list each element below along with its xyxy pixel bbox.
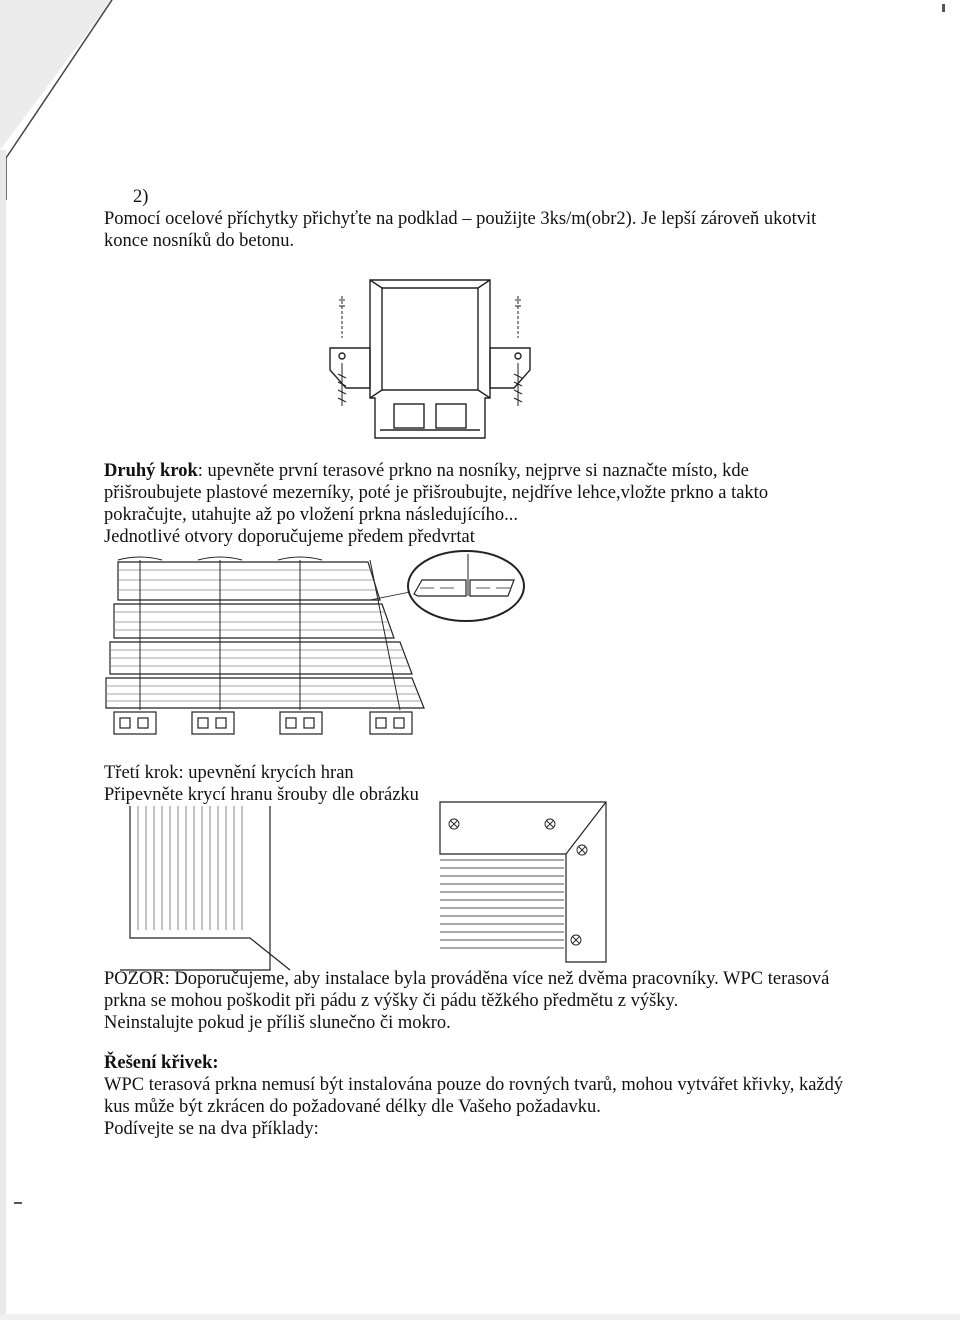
section2-line2: konce nosníků do betonu. [104,231,295,251]
board-grooves [138,806,242,930]
section2-line1: Pomocí ocelové příchytky přichyťte na podklad – použijte 3ks/m(obr2). Je lepší zároveň ukotvit [104,209,817,229]
warning-line2: prkna se mohou poškodit při pádu z výšky či pádu těžkého předmětu z výšky. [104,991,679,1011]
scan-speck [942,4,945,12]
curves-heading-text: Řešení křivek: [104,1053,219,1073]
steel-clip-left [330,348,370,388]
step2-line1-text: : upevněte první terasové prkno na nosníky, nejprve si naznačte místo, kde [197,461,749,481]
step2-line2: přišroubujete plastové mezerníky, poté je přišroubujte, nejdříve lehce,vložte prkno a takto [104,483,769,503]
curves-line1: WPC terasová prkna nemusí být instalována pouze do rovných tvarů, mohou vytvářet křivky, každý [104,1075,844,1095]
deck-board-grooves [106,570,421,701]
detail-magnifier [408,551,524,621]
deck-boards-figure [100,540,530,740]
warning-line3: Neinstalujte pokud je příliš slunečno či mokro. [104,1013,451,1033]
screw-icon [338,296,346,406]
step3-line1: Třetí krok: upevnění krycích hran [104,763,354,783]
joist-profile-end [114,712,412,734]
curves-heading [104,1052,219,1074]
screw-icon [514,296,522,406]
scan-bottom-edge [0,1314,960,1320]
joist-profile [370,280,490,438]
curves-line2: kus může být zkrácen do požadované délky dle Vašeho požadavku. [104,1097,601,1117]
step2-line1 [104,460,749,482]
step3-line2: Připevněte krycí hranu šrouby dle obrázku [104,785,419,805]
curves-line3: Podívejte se na dva příklady: [104,1119,319,1139]
joist-clip-figure [320,278,540,440]
scan-corner-shadow [0,0,130,200]
board-grooves [440,860,564,948]
scan-speck [14,1202,22,1204]
section-number: 2) [133,187,149,207]
scan-left-edge [0,150,6,1320]
edge-trim-figure [118,800,298,972]
warning-line1: POZOR: Doporučujeme, aby instalace byla prováděna více než dvěma pracovníky. WPC terasová [104,969,830,989]
step2-line4: Jednotlivé otvory doporučujeme předem předvrtat [104,527,475,547]
steel-clip-right [490,348,530,388]
corner-trim-figure [436,798,612,968]
step2-line3: pokračujte, utahujte až po vložení prkna následujícího... [104,505,519,525]
step2-heading: Druhý krok [104,461,198,481]
